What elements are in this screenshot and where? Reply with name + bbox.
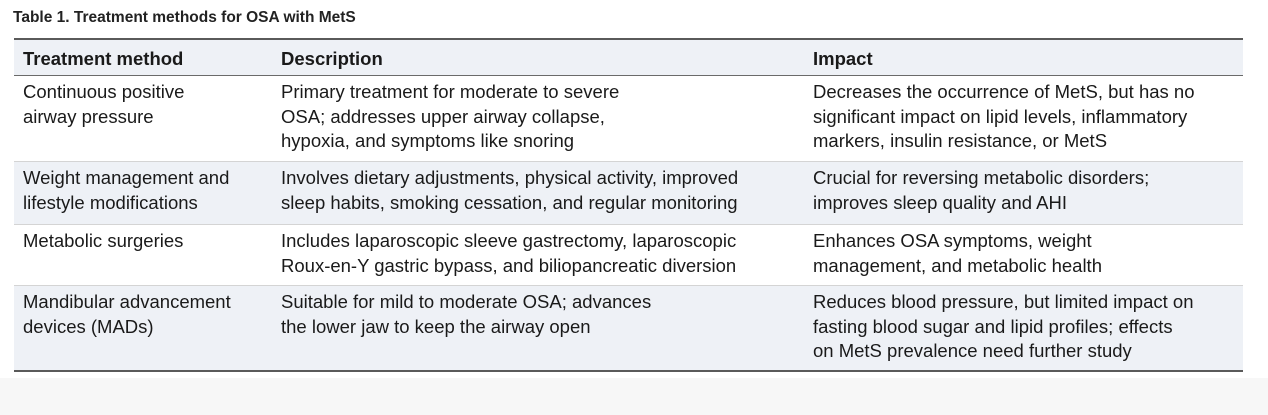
cell-impact: [804, 225, 1243, 285]
cell-impact: [804, 76, 1243, 161]
cell-line: lifestyle modifications: [23, 191, 198, 213]
cell-line: Includes laparoscopic sleeve gastrectomy, laparoscopic: [281, 230, 737, 251]
cell-description: [272, 225, 804, 285]
cell-description: [272, 286, 804, 370]
cell-line: devices (MADs): [23, 315, 154, 337]
cell-line: Roux-en-Y gastric bypass, and biliopancreatic diversion: [281, 254, 737, 276]
table-caption: Table 1. Treatment methods for OSA with MetS: [13, 9, 356, 26]
cell-line: fasting blood sugar and lipid profiles; effects: [813, 315, 1173, 337]
page-bottom-margin: [0, 378, 1268, 415]
cell-line: airway pressure: [23, 105, 154, 127]
cell-method: [14, 225, 272, 285]
table-header-row: [14, 40, 1243, 76]
cell-line: Mandibular advancement: [23, 291, 231, 312]
header-impact: Impact: [813, 48, 873, 69]
cell-line: Suitable for mild to moderate OSA; advances: [281, 291, 652, 312]
table-row: [14, 285, 1243, 370]
cell-line: Involves dietary adjustments, physical activity, improved: [281, 167, 739, 188]
cell-line: Reduces blood pressure, but limited impact on: [813, 291, 1194, 312]
cell-line: Continuous positive: [23, 81, 185, 102]
cell-description: [272, 162, 804, 224]
cell-method: [14, 286, 272, 370]
cell-line: markers, insulin resistance, or MetS: [813, 130, 1108, 151]
cell-method: [14, 76, 272, 161]
cell-line: sleep habits, smoking cessation, and regular monitoring: [281, 191, 738, 213]
cell-impact: [804, 162, 1243, 224]
treatment-table: [14, 38, 1243, 372]
cell-line: Weight management and: [23, 167, 230, 188]
cell-line: hypoxia, and symptoms like snoring: [281, 130, 575, 151]
cell-line: Metabolic surgeries: [23, 230, 184, 251]
cell-line: significant impact on lipid levels, inflammatory: [813, 105, 1188, 127]
cell-line: OSA; addresses upper airway collapse,: [281, 105, 605, 127]
cell-impact: [804, 286, 1243, 370]
cell-description: [272, 76, 804, 161]
cell-line: on MetS prevalence need further study: [813, 340, 1132, 361]
cell-line: management, and metabolic health: [813, 254, 1102, 276]
cell-line: improves sleep quality and AHI: [813, 191, 1067, 213]
cell-line: Crucial for reversing metabolic disorders;: [813, 167, 1150, 188]
cell-line: Decreases the occurrence of MetS, but has no: [813, 81, 1195, 102]
cell-line: Enhances OSA symptoms, weight: [813, 230, 1092, 251]
cell-method: [14, 162, 272, 224]
table-row: [14, 161, 1243, 224]
table-row: [14, 224, 1243, 285]
header-description: Description: [281, 48, 383, 69]
header-treatment-method: Treatment method: [23, 48, 184, 69]
table-row: [14, 76, 1243, 161]
cell-line: Primary treatment for moderate to severe: [281, 81, 620, 102]
cell-line: the lower jaw to keep the airway open: [281, 315, 591, 337]
